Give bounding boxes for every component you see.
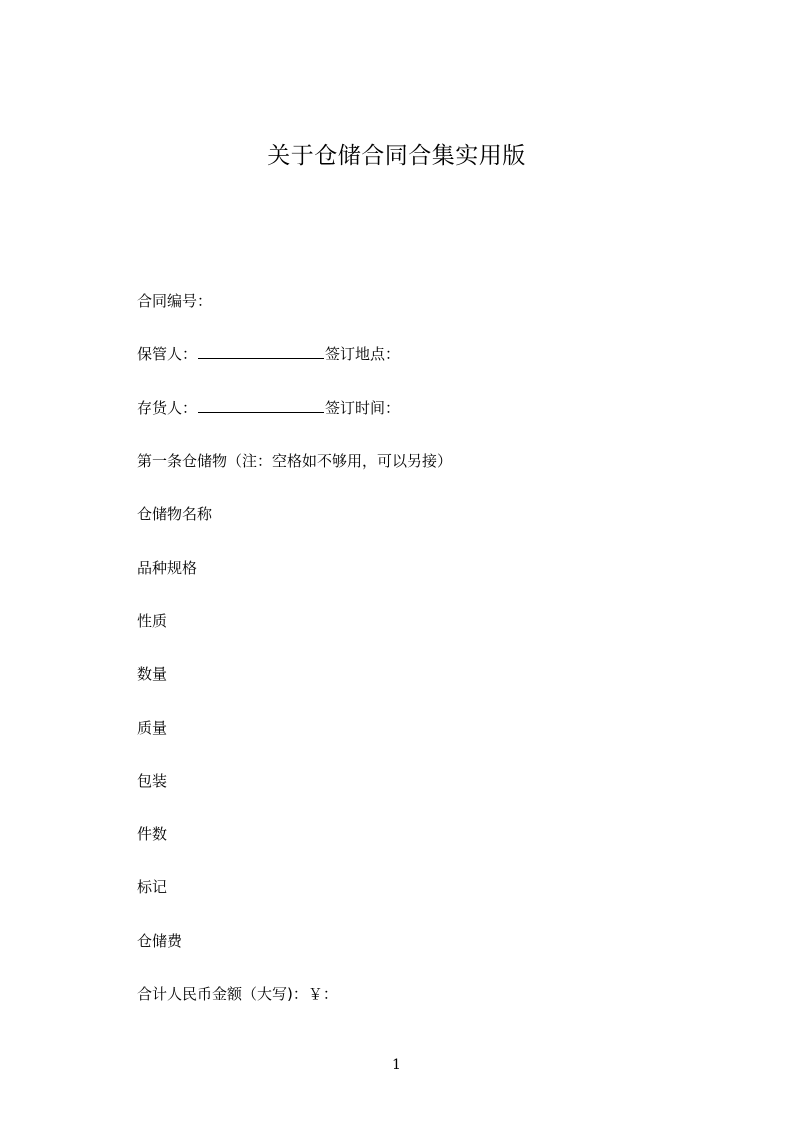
item-packaging: 包装 <box>137 772 168 790</box>
page-number: 1 <box>392 1057 401 1073</box>
sign-time-label: 签订时间： <box>325 399 401 417</box>
depositor-line <box>137 398 400 418</box>
item-mark: 标记 <box>137 878 168 896</box>
keeper-line <box>137 344 400 364</box>
total-amount-line: 合计人民币金额（大写)：￥： <box>137 985 338 1003</box>
item-quality: 质量 <box>137 719 168 737</box>
contract-number-line <box>137 291 212 311</box>
article-1-heading: 第一条仓储物（注：空格如不够用，可以另接） <box>137 452 453 470</box>
sign-place-label: 签订地点： <box>325 345 401 363</box>
depositor-blank <box>198 398 324 413</box>
keeper-blank <box>198 344 324 359</box>
item-nature: 性质 <box>137 612 168 630</box>
document-title: 关于仓储合同合集实用版 <box>267 143 526 169</box>
depositor-label: 存货人： <box>137 399 198 417</box>
item-goods-name: 仓储物名称 <box>137 505 213 523</box>
item-piece-count: 件数 <box>137 825 168 843</box>
item-variety-spec: 品种规格 <box>137 559 198 577</box>
contract-number-label: 合同编号： <box>137 292 213 310</box>
item-quantity: 数量 <box>137 665 168 683</box>
item-storage-fee: 仓储费 <box>137 932 183 950</box>
keeper-label: 保管人： <box>137 345 198 363</box>
